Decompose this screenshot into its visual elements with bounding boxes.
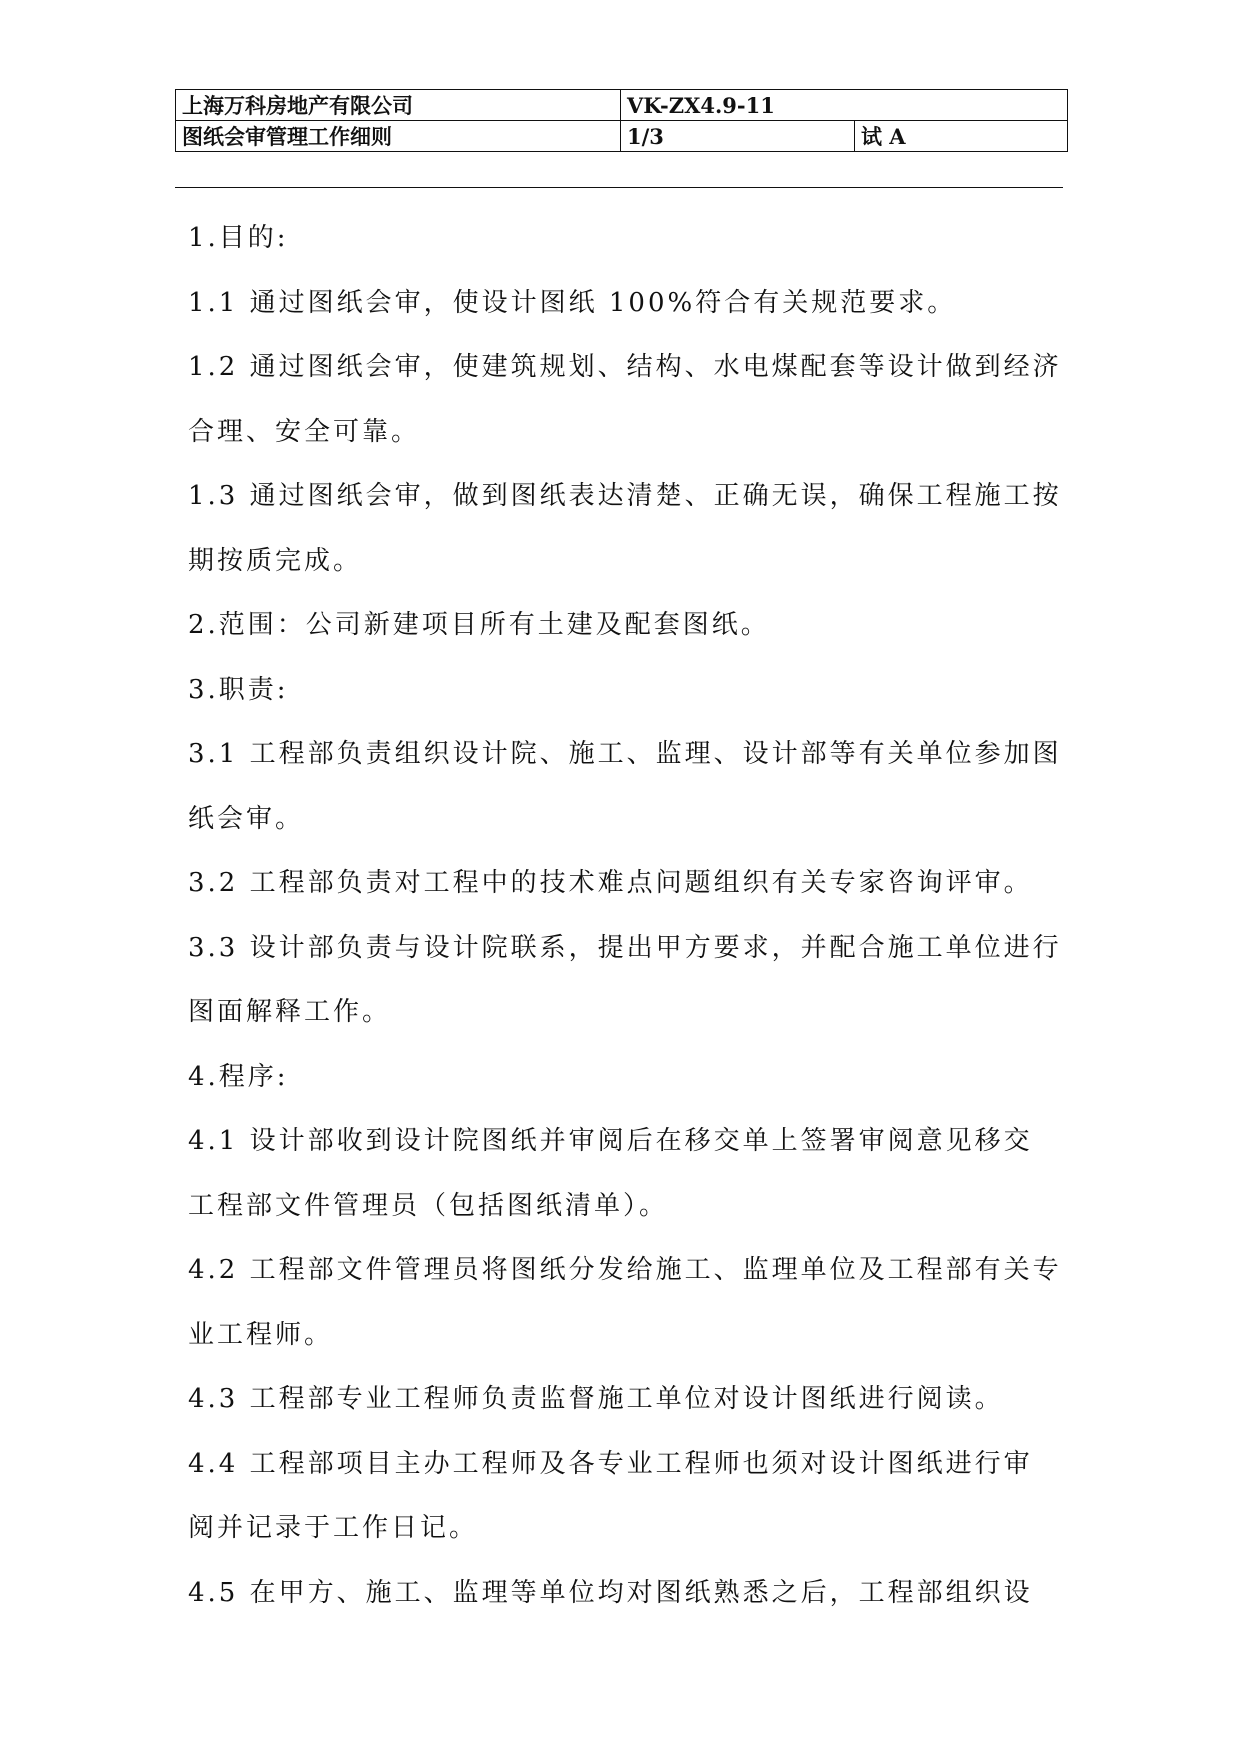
document-header-table — [175, 89, 1068, 152]
body-line: 3.1 工程部负责组织设计院、施工、监理、设计部等有关单位参加图 — [188, 739, 1062, 769]
section-heading-purpose: 1.目的: — [188, 223, 289, 253]
body-line: 期按质完成。 — [188, 545, 363, 576]
document-title: 图纸会审管理工作细则 — [176, 121, 621, 152]
page-number: 1/3 — [621, 121, 855, 152]
section-heading-procedure: 4.程序: — [188, 1061, 289, 1092]
body-line: 合理、安全可靠。 — [188, 416, 421, 447]
version-label: 试 A — [855, 121, 1068, 152]
body-line: 纸会审。 — [188, 803, 305, 834]
section-heading-scope: 2.范围：公司新建项目所有土建及配套图纸。 — [188, 610, 770, 640]
body-line: 业工程师。 — [188, 1319, 334, 1350]
body-line: 1.3 通过图纸会审，做到图纸表达清楚、正确无误，确保工程施工按 — [188, 481, 1062, 511]
body-line: 4.5 在甲方、施工、监理等单位均对图纸熟悉之后，工程部组织设 — [188, 1577, 1033, 1608]
body-line: 1.2 通过图纸会审，使建筑规划、结构、水电煤配套等设计做到经济 — [188, 352, 1062, 382]
header-divider — [175, 187, 1063, 188]
body-line: 4.4 工程部项目主办工程师及各专业工程师也须对设计图纸进行审 — [188, 1448, 1033, 1479]
body-line: 4.2 工程部文件管理员将图纸分发给施工、监理单位及工程部有关专 — [188, 1255, 1062, 1285]
header-row-1 — [176, 90, 1068, 121]
body-line: 3.3 设计部负责与设计院联系，提出甲方要求，并配合施工单位进行 — [188, 932, 1062, 963]
body-line: 1.1 通过图纸会审，使设计图纸 100%符合有关规范要求。 — [188, 287, 957, 318]
body-line: 图面解释工作。 — [188, 997, 392, 1027]
body-line: 4.3 工程部专业工程师负责监督施工单位对设计图纸进行阅读。 — [188, 1384, 1004, 1414]
body-line: 3.2 工程部负责对工程中的技术难点问题组织有关专家咨询评审。 — [188, 868, 1033, 898]
body-line: 工程部文件管理员（包括图纸清单）。 — [188, 1190, 669, 1221]
header-row-2 — [176, 121, 1068, 152]
body-line: 4.1 设计部收到设计院图纸并审阅后在移交单上签署审阅意见移交 — [188, 1126, 1033, 1156]
body-line: 阅并记录于工作日记。 — [188, 1513, 479, 1543]
section-heading-responsibilities: 3.职责: — [188, 674, 289, 705]
company-name: 上海万科房地产有限公司 — [176, 90, 621, 121]
document-code: VK-ZX4.9-11 — [621, 90, 1068, 121]
document-body — [188, 206, 1068, 1625]
